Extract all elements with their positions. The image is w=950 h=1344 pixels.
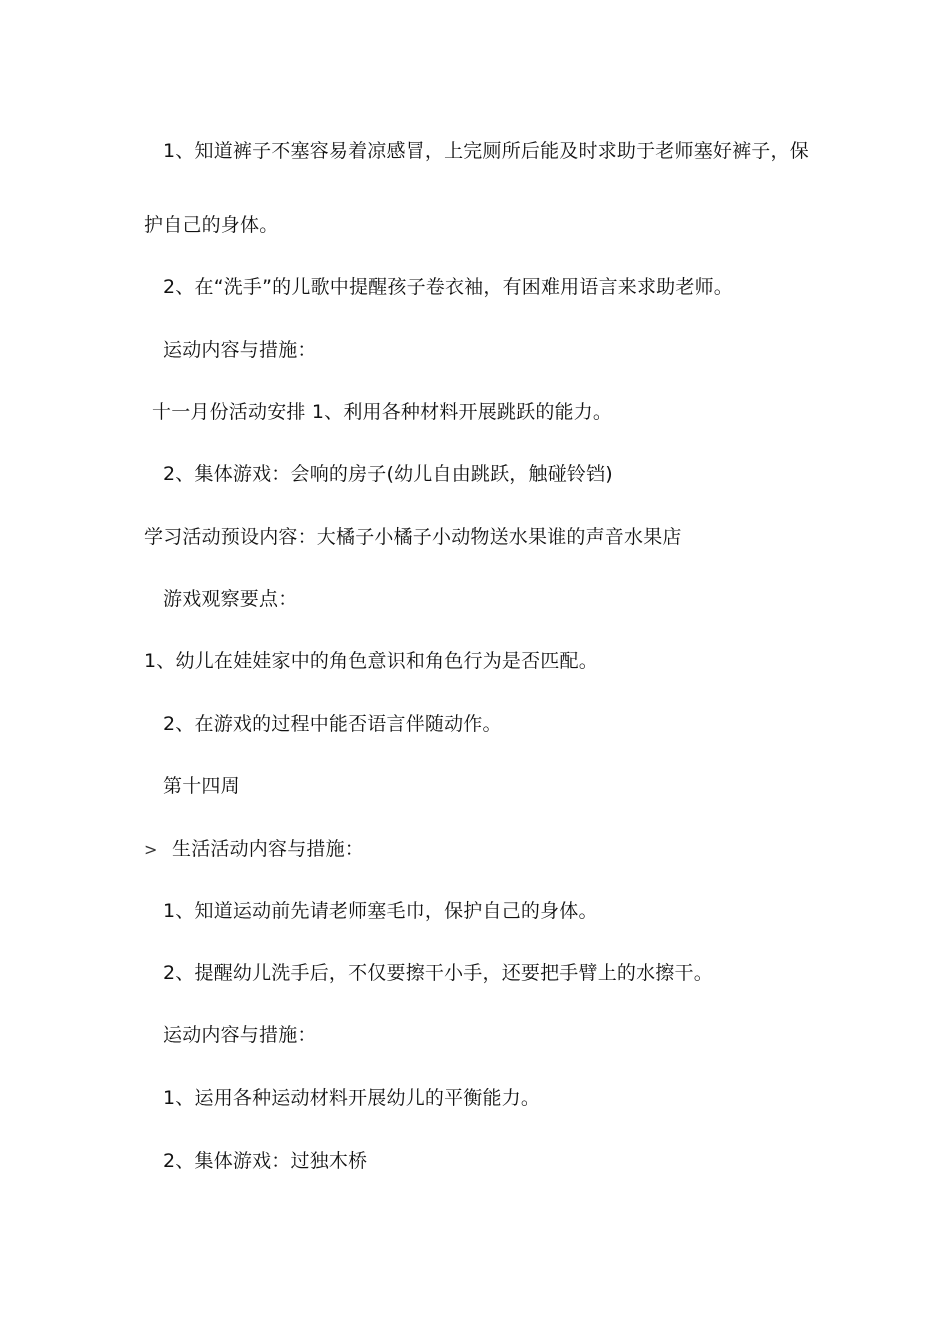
section-heading-exercise: 运动内容与措施： [163, 339, 317, 361]
text-line-17: 2、集体游戏：过独木桥 [163, 1150, 368, 1172]
text-line-16: 1、运用各种运动材料开展幼儿的平衡能力。 [163, 1087, 541, 1109]
week-heading: 第十四周 [163, 775, 240, 797]
text-line-10: 2、在游戏的过程中能否语言伴随动作。 [163, 713, 502, 735]
text-line-5: 十一月份活动安排 1、利用各种材料开展跳跃的能力。 [152, 401, 613, 423]
section-heading-exercise-2: 运动内容与措施： [163, 1024, 317, 1046]
text-line-9: 1、幼儿在娃娃家中的角色意识和角色行为是否匹配。 [144, 650, 598, 672]
bullet-item [144, 836, 166, 863]
text-line-2: 护自己的身体。 [144, 214, 279, 236]
text-line-1: 1、知道裤子不塞容易着凉感冒，上完厕所后能及时求助于老师塞好裤子，保 [163, 140, 809, 162]
text-line-13: 1、知道运动前先请老师塞毛巾，保护自己的身体。 [163, 900, 598, 922]
text-line-6: 2、集体游戏：会响的房子(幼儿自由跳跃，触碰铃铛) [163, 463, 613, 485]
text-line-14: 2、提醒幼儿洗手后，不仅要擦干小手，还要把手臂上的水擦干。 [163, 962, 713, 984]
chevron-right-icon: > [144, 840, 158, 859]
text-line-7: 学习活动预设内容：大橘子小橘子小动物送水果谁的声音水果店 [144, 526, 682, 548]
text-line-3: 2、在“洗手”的儿歌中提醒孩子卷衣袖，有困难用语言来求助老师。 [163, 276, 733, 298]
section-heading-daily-life: 生活活动内容与措施： [172, 838, 365, 860]
section-heading-observation: 游戏观察要点： [163, 588, 298, 610]
